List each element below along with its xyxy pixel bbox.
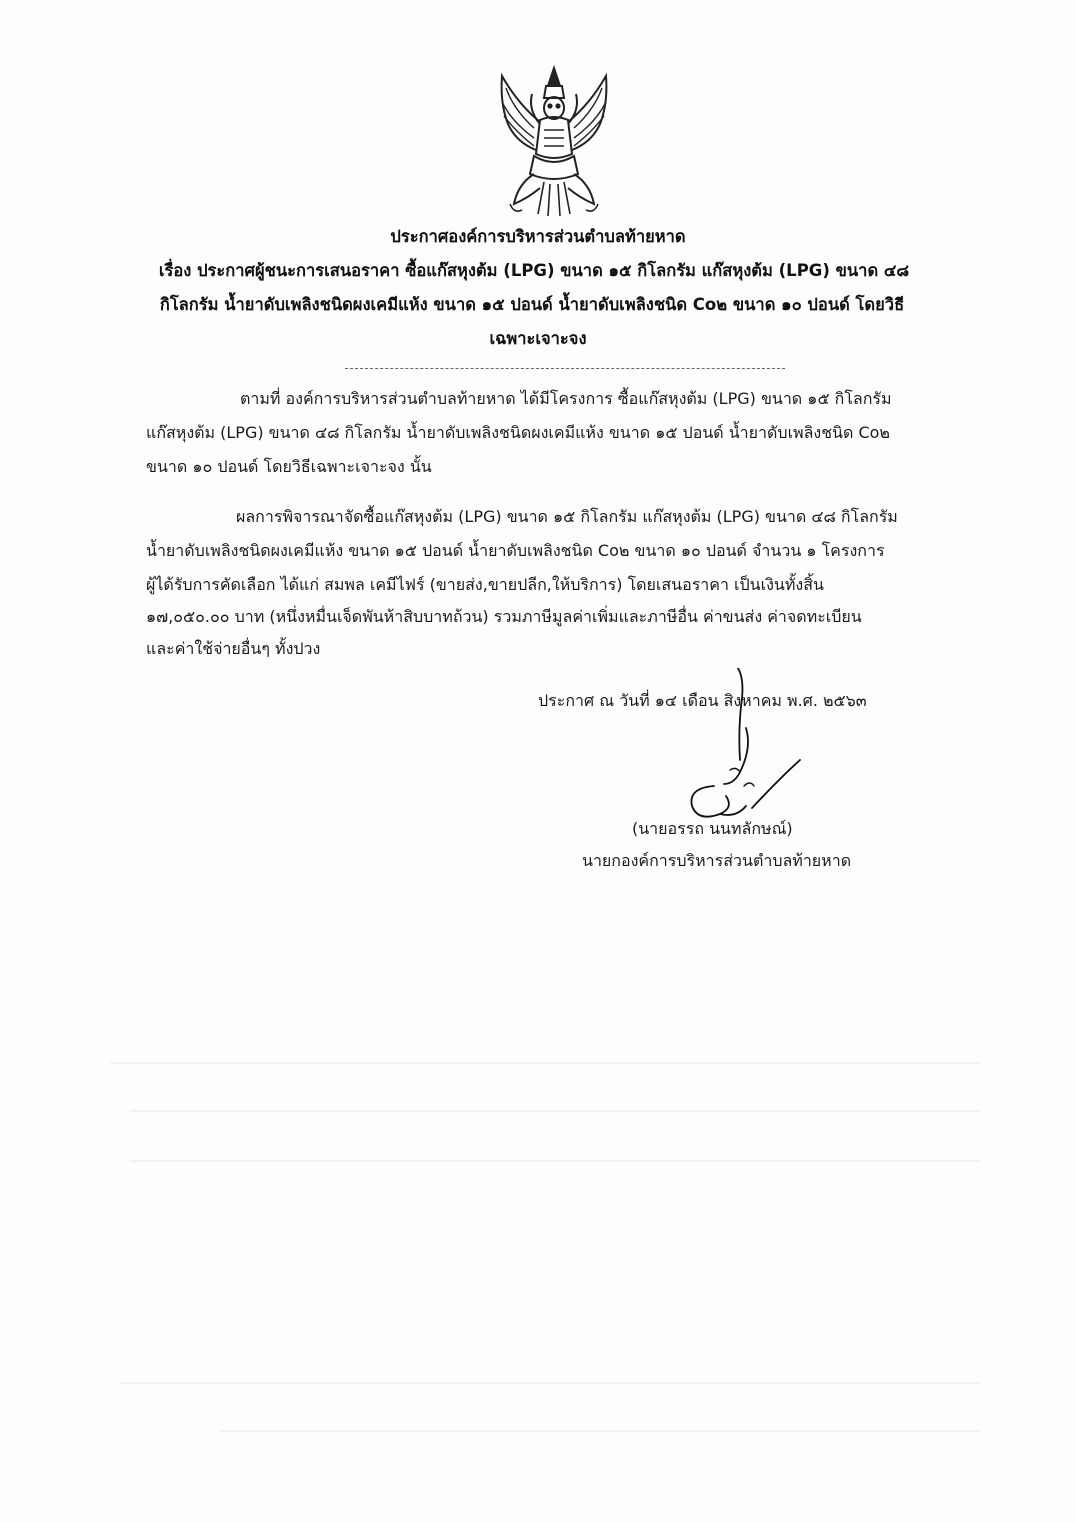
bleed-through-line — [130, 1110, 980, 1112]
announcement-date: ประกาศ ณ วันที่ ๑๔ เดือน สิงหาคม พ.ศ. ๒๕๖๓ — [538, 691, 867, 710]
separator-line — [345, 368, 785, 369]
bleed-through-line — [220, 1430, 980, 1432]
paragraph-line: ๑๗,๐๕๐.๐๐ บาท (หนึ่งหมื่นเจ็ดพันห้าสิบบาทถ้วน) รวมภาษีมูลค่าเพิ่มและภาษีอื่น ค่าขนส่ง ค่าจดทะเบียน — [146, 607, 862, 626]
paragraph-line: ขนาด ๑๐ ปอนด์ โดยวิธีเฉพาะเจาะจง นั้น — [146, 457, 432, 476]
bleed-through-line — [130, 1160, 980, 1162]
subject-line: เรื่อง ประกาศผู้ชนะการเสนอราคา ซื้อแก๊สหุงต้ม (LPG) ขนาด ๑๕ กิโลกรัม แก๊สหุงต้ม (LPG) ขนาด ๔๘ — [158, 261, 910, 280]
paragraph-line: และค่าใช้จ่ายอื่นๆ ทั้งปวง — [146, 639, 321, 658]
paragraph-line: น้ำยาดับเพลิงชนิดผงเคมีแห้ง ขนาด ๑๕ ปอนด์ น้ำยาดับเพลิงชนิด Co๒ ขนาด ๑๐ ปอนด์ จำนวน ๑ โครงการ — [146, 541, 885, 560]
bleed-through-line — [110, 1062, 980, 1064]
signer-position: นายกองค์การบริหารส่วนตำบลท้ายหาด — [582, 851, 852, 870]
announcement-title: ประกาศองค์การบริหารส่วนตำบลท้ายหาด — [390, 227, 686, 246]
subject-line: เฉพาะเจาะจง — [489, 329, 587, 348]
handwritten-signature — [680, 668, 820, 838]
bleed-through-line — [120, 1382, 980, 1384]
paragraph-line: ผลการพิจารณาจัดซื้อแก๊สหุงต้ม (LPG) ขนาด ๑๕ กิโลกรัม แก๊สหุงต้ม (LPG) ขนาด ๔๘ กิโลกรัม — [236, 507, 898, 526]
subject-line: กิโลกรัม น้ำยาดับเพลิงชนิดผงเคมีแห้ง ขนาด ๑๕ ปอนด์ น้ำยาดับเพลิงชนิด Co๒ ขนาด ๑๐ ปอนด์ โดยวิธี — [159, 295, 905, 314]
paragraph-line: แก๊สหุงต้ม (LPG) ขนาด ๔๘ กิโลกรัม น้ำยาดับเพลิงชนิดผงเคมีแห้ง ขนาด ๑๕ ปอนด์ น้ำยาดับเพลิงชนิด Co๒ — [146, 423, 890, 442]
signer-name: (นายอรรถ นนทลักษณ์) — [632, 819, 793, 838]
paragraph-line: ตามที่ องค์การบริหารส่วนตำบลท้ายหาด ได้มีโครงการ ซื้อแก๊สหุงต้ม (LPG) ขนาด ๑๕ กิโลกรัม — [240, 389, 892, 408]
paragraph-line: ผู้ได้รับการคัดเลือก ได้แก่ สมพล เคมีไฟร์ (ขายส่ง,ขายปลีก,ให้บริการ) โดยเสนอราคา เป็นเงินทั้งสิ้น — [146, 575, 824, 594]
garuda-emblem-icon — [488, 64, 620, 220]
